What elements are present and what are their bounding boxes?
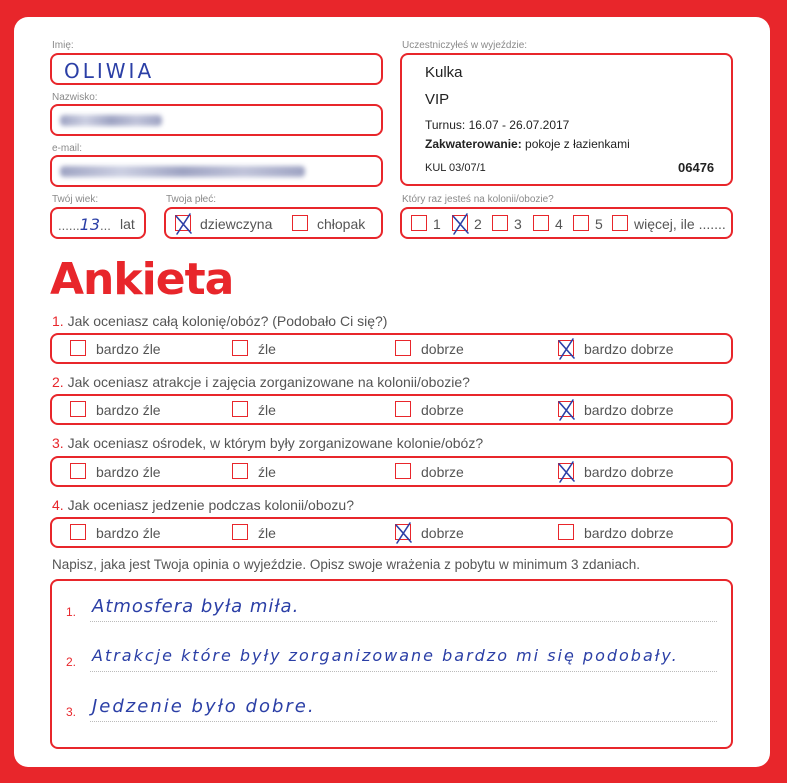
opinion-line-number: 1. xyxy=(66,605,77,619)
survey-title: Ankieta xyxy=(50,254,234,305)
times-option-2: 2 xyxy=(474,216,482,232)
q1-checkbox-2[interactable] xyxy=(232,340,248,356)
trip-name: Kulka xyxy=(425,64,463,81)
times-checkbox-6[interactable] xyxy=(612,215,628,231)
nazwisko-label: Nazwisko: xyxy=(52,92,98,103)
q2-checkbox-3[interactable] xyxy=(395,401,411,417)
opinion-line-text: Atmosfera była miła. xyxy=(92,596,300,617)
q1-checkbox-1[interactable] xyxy=(70,340,86,356)
times-checkbox-1[interactable] xyxy=(411,215,427,231)
times-checkbox-4[interactable] xyxy=(533,215,549,231)
question-number: 4. xyxy=(52,497,64,513)
zakwaterowanie-label: Zakwaterowanie: xyxy=(425,137,522,151)
q1-option-2: źle xyxy=(258,341,276,357)
q3-checkbox-1[interactable] xyxy=(70,463,86,479)
trip-code: KUL 03/07/1 xyxy=(425,162,486,174)
q1-option-1: bardzo źle xyxy=(96,341,161,357)
question-number: 1. xyxy=(52,313,64,329)
trip-label: Uczestniczyłeś w wyjeździe: xyxy=(402,40,528,51)
opinion-rule xyxy=(90,621,717,622)
question-number: 3. xyxy=(52,435,64,451)
plec-checkbox-chlopak[interactable] xyxy=(292,215,308,231)
imie-value: OLIWIA xyxy=(64,59,155,83)
q3-option-2: źle xyxy=(258,464,276,480)
q4-option-2: źle xyxy=(258,525,276,541)
question-text: Jak oceniasz całą kolonię/obóz? (Podobało Ci się?) xyxy=(67,313,388,329)
wiek-dots-right: ... xyxy=(100,218,111,233)
q3-option-3: dobrze xyxy=(421,464,464,480)
q4-option-4: bardzo dobrze xyxy=(584,525,674,541)
q3-checkbox-3[interactable] xyxy=(395,463,411,479)
opinion-line-number: 2. xyxy=(66,655,77,669)
q1-checkbox-4[interactable] xyxy=(558,340,574,356)
q2-option-2: źle xyxy=(258,402,276,418)
opinion-line-text: Atrakcje które były zorganizowane bardzo mi się podobały. xyxy=(92,646,679,665)
opinion-rule xyxy=(90,721,717,722)
q2-checkbox-4[interactable] xyxy=(558,401,574,417)
question-number: 2. xyxy=(52,374,64,390)
trip-type: VIP xyxy=(425,91,450,108)
question-2 xyxy=(52,374,470,390)
opinion-rule xyxy=(90,671,717,672)
question-text: Jak oceniasz atrakcje i zajęcia zorganizowane na kolonii/obozie? xyxy=(67,374,470,390)
wiek-unit: lat xyxy=(120,216,135,232)
times-option-6: więcej, ile ....... xyxy=(634,216,726,232)
plec-option-dziewczyna: dziewczyna xyxy=(200,216,273,232)
opinion-line-number: 3. xyxy=(66,705,77,719)
times-option-4: 4 xyxy=(555,216,563,232)
times-option-1: 1 xyxy=(433,216,441,232)
plec-option-chlopak: chłopak xyxy=(317,216,366,232)
q2-option-3: dobrze xyxy=(421,402,464,418)
opinion-prompt: Napisz, jaka jest Twoja opinia o wyjeździe. Opisz swoje wrażenia z pobytu w minimum 3 zdaniach. xyxy=(52,557,641,572)
q4-checkbox-3[interactable] xyxy=(395,524,411,540)
question-1 xyxy=(52,313,387,329)
imie-label: Imię: xyxy=(52,40,74,51)
plec-checkbox-dziewczyna[interactable] xyxy=(175,215,191,231)
plec-label: Twoja płeć: xyxy=(166,194,217,205)
times-option-3: 3 xyxy=(514,216,522,232)
question-4 xyxy=(52,497,354,513)
turnus-label: Turnus: xyxy=(425,118,466,132)
times-label: Który raz jesteś na kolonii/obozie? xyxy=(402,194,554,205)
email-label: e-mail: xyxy=(52,143,83,154)
question-text: Jak oceniasz jedzenie podczas kolonii/obozu? xyxy=(67,497,354,513)
q2-option-1: bardzo źle xyxy=(96,402,161,418)
q4-checkbox-1[interactable] xyxy=(70,524,86,540)
times-option-5: 5 xyxy=(595,216,603,232)
times-checkbox-2[interactable] xyxy=(452,215,468,231)
q3-option-4: bardzo dobrze xyxy=(584,464,674,480)
q2-option-4: bardzo dobrze xyxy=(584,402,674,418)
q4-option-3: dobrze xyxy=(421,525,464,541)
q4-checkbox-2[interactable] xyxy=(232,524,248,540)
times-checkbox-5[interactable] xyxy=(573,215,589,231)
question-text: Jak oceniasz ośrodek, w którym były zorganizowane kolonie/obóz? xyxy=(67,435,484,451)
q1-option-3: dobrze xyxy=(421,341,464,357)
q3-checkbox-2[interactable] xyxy=(232,463,248,479)
q2-checkbox-1[interactable] xyxy=(70,401,86,417)
q4-option-1: bardzo źle xyxy=(96,525,161,541)
turnus-value: 16.07 - 26.07.2017 xyxy=(468,118,570,132)
q4-checkbox-4[interactable] xyxy=(558,524,574,540)
q2-checkbox-2[interactable] xyxy=(232,401,248,417)
wiek-label: Twój wiek: xyxy=(52,194,99,205)
wiek-value: 13 xyxy=(79,215,101,234)
opinion-line-text: Jedzenie było dobre. xyxy=(92,696,316,717)
q1-checkbox-3[interactable] xyxy=(395,340,411,356)
nazwisko-redacted xyxy=(60,115,162,126)
q3-checkbox-4[interactable] xyxy=(558,463,574,479)
q1-option-4: bardzo dobrze xyxy=(584,341,674,357)
zakwaterowanie-value: pokoje z łazienkami xyxy=(525,137,630,151)
trip-number: 06476 xyxy=(678,160,715,175)
question-3 xyxy=(52,435,483,451)
wiek-dots-left: ...... xyxy=(58,218,80,233)
q3-option-1: bardzo źle xyxy=(96,464,161,480)
email-redacted xyxy=(60,166,305,177)
times-checkbox-3[interactable] xyxy=(492,215,508,231)
